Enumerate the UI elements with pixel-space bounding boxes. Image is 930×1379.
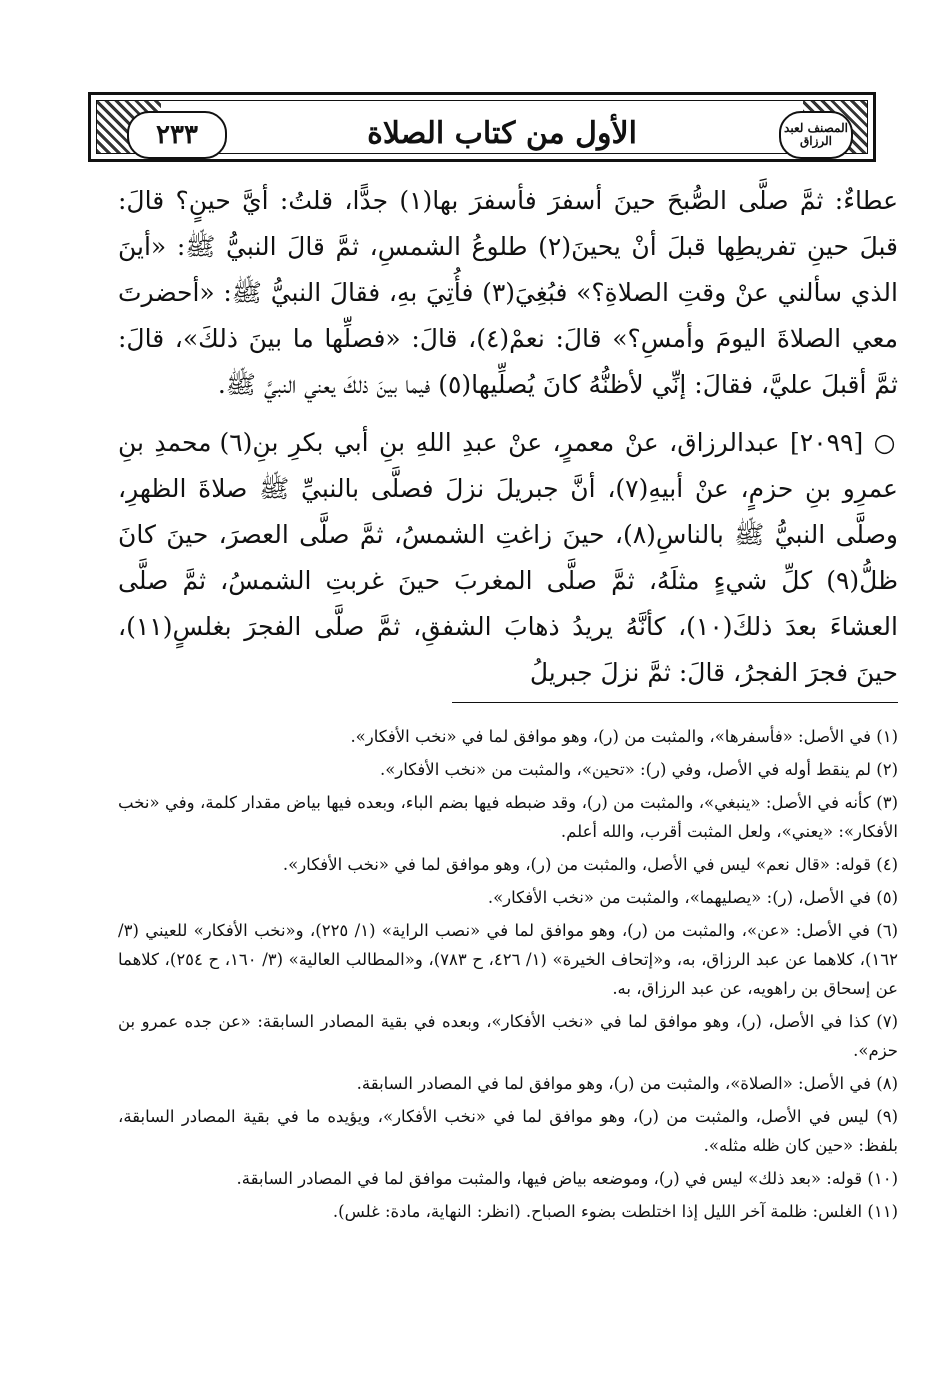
footnote-8: (٨) في الأصل: «الصلاة»، والمثبت من (ر)، وهو موافق لما في المصادر السابقة.: [356, 1074, 898, 1093]
footnotes: [118, 722, 898, 1230]
footnote-9: (٩) ليس في الأصل، والمثبت من (ر)، وهو موافق لما في «نخب الأفكار»، ويؤيده ما في بقية المصادر السابقة، بلفظ: «حين كان ظله مثله».: [118, 1107, 898, 1155]
book-logo: المصنف لعبد الرزاق: [779, 111, 853, 159]
footnote-5: (٥) في الأصل، (ر): «يصليهما»، والمثبت من «نخب الأفكار».: [487, 888, 898, 907]
footnote-1: (١) في الأصل: «فأسفرها»، والمثبت من (ر)، وهو موافق لما في «نخب الأفكار».: [350, 727, 898, 746]
main-text: [118, 178, 898, 706]
footnote-10: (١٠) قوله: «بعد ذلك» ليس في (ر)، وموضعه بياض فيها، والمثبت موافق لما في المصادر السابقة.: [236, 1169, 898, 1188]
footnote-3: (٣) كأنه في الأصل: «ينبغي»، والمثبت من (ر)، وقد ضبطه فيها بضم الباء، وبعده فيها بياض مقدار كلمة، وفي «نخب الأفكار»: «يعني»، ولعل المثبت أقرب، والله أعلم.: [118, 793, 898, 841]
page-title: الأول من كتاب الصلاة: [367, 115, 637, 151]
paragraph-continuation: عطاءٌ: ثمَّ صلَّى الصُّبحَ حينَ أسفرَ فأسفرَ بها(١) جدًّا، قلتُ: أيَّ حينٍ؟ قالَ: قبلَ حينِ تفريطِها قبلَ أنْ يحينَ(٢) طلوعُ الشمسِ، ثمَّ قالَ النبيُّ ﷺ: «أينَ الذي سألني عنْ وقتِ الصلاةِ؟» فبُغِيَ(٣) فأُتِيَ بهِ، فقالَ النبيُّ ﷺ: «أحضرتَ معي الصلاةَ اليومَ وأمسِ؟» قالَ: نعمْ(٤)، قالَ: «فصلِّها ما بينَ ذلكَ»، قالَ: ثمَّ أقبلَ عليَّ، فقالَ: إنِّي لأظنُّهُ كانَ يُصلِّيها(٥) فيما بينَ ذلكَ يعني النبيَّ ﷺ.: [118, 186, 898, 399]
footnote-6: (٦) في الأصل: «عن»، والمثبت من (ر)، وهو موافق لما في «نصب الراية» (١/ ٢٢٥)، و«نخب الأفكار» للعيني (٣/ ١٦٢)، كلاهما عن عبد الرزاق، به، و«إتحاف الخيرة» (١/ ٤٢٦، ح ٧٨٣)، و«المطالب العالية» (٣/ ١٦٠، ح ٢٥٤)، كلاهما عن إسحاق بن راهويه، عن عبد الرزاق، به.: [118, 921, 899, 998]
footnote-11: (١١) الغلس: ظلمة آخر الليل إذا اختلطت بضوء الصباح. (انظر: النهاية، مادة: غلس).: [332, 1202, 898, 1221]
page-header: [88, 92, 876, 162]
paragraph-hadith-2099: ○ [٢٠٩٩] عبدالرزاق، عنْ معمرٍ، عنْ عبدِ اللهِ بنِ أبي بكرِ بنِ(٦) محمدِ بنِ عمرِو بنِ حزمٍ، عنْ أبيهِ(٧)، أنَّ جبريلَ نزلَ فصلَّى بالنبيِّ ﷺ صلاةَ الظهرِ، وصلَّى النبيُّ ﷺ بالناسِ(٨)، حينَ زاغتِ الشمسُ، ثمَّ صلَّى العصرَ، حينَ كانَ ظلُّ(٩) كلِّ شيءٍ مثلَهُ، ثمَّ صلَّى المغربَ حينَ غربتِ الشمسُ، ثمَّ صلَّى العشاءَ بعدَ ذلكَ(١٠)، كأنَّهُ يريدُ ذهابَ الشفقِ، ثمَّ صلَّى الفجرَ بغلسٍ(١١)، حينَ فجرَ الفجرُ، قالَ: ثمَّ نزلَ جبريلُ: [118, 428, 898, 687]
page-number: ٢٣٣: [127, 111, 227, 159]
footnote-2: (٢) لم ينقط أوله في الأصل، وفي (ر): «تحين»، والمثبت من «نخب الأفكار».: [379, 760, 898, 779]
footnote-7: (٧) كذا في الأصل، (ر)، وهو موافق لما في «نخب الأفكار»، وبعده في بقية المصادر السابقة: «عن جده عمرو بن حزم».: [118, 1012, 898, 1060]
footnote-divider: [452, 702, 898, 703]
footnote-4: (٤) قوله: «قال نعم» ليس في الأصل، والمثبت من (ر)، وهو موافق لما في «نخب الأفكار».: [282, 855, 898, 874]
header-frame: [96, 100, 868, 154]
